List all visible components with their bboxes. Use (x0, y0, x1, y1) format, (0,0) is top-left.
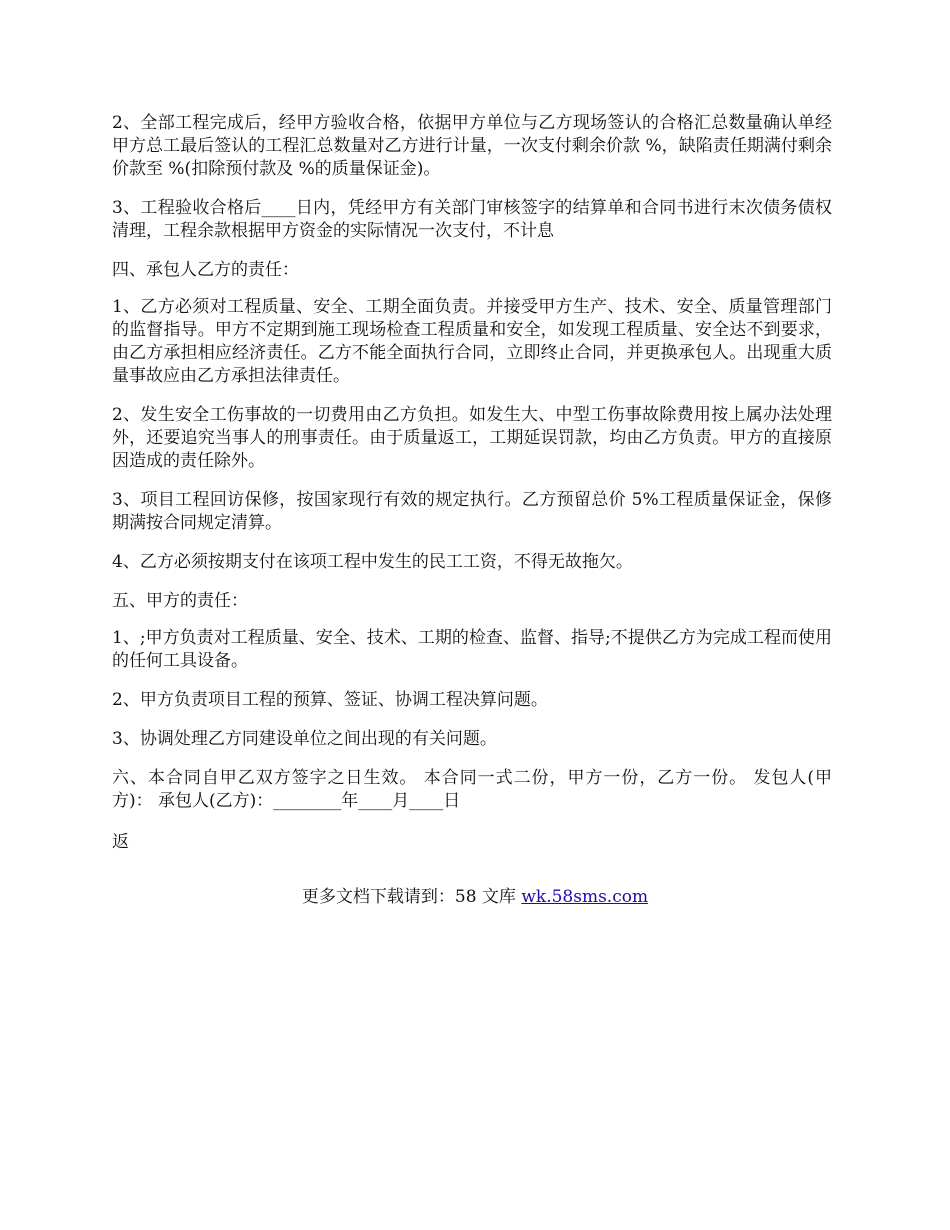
section-heading-contractor-duties: 四、承包人乙方的责任： (112, 260, 299, 280)
paragraph-contractor-duty-1: 1、乙方必须对工程质量、安全、工期全面负责。并接受甲方生产、技术、安全、质量管理部门的监督指导。甲方不定期到施工现场检查工程质量和安全，如发现工程质量、安全达不到要求，由乙方承担相应经济责任。乙方不能全面执行合同，立即终止合同，并更换承包人。出现重大质量事故应由乙方承担法律责任。 (112, 297, 832, 386)
paragraph-return: 返 (112, 832, 129, 852)
paragraph-settlement: 3、工程验收合格后____日内，凭经甲方有关部门审核签字的结算单和合同书进行末次债务债权清理，工程余款根据甲方资金的实际情况一次支付，不计息 (112, 198, 832, 241)
paragraph-contractor-duty-4: 4、乙方必须按期支付在该项工程中发生的民工工资，不得无故拖欠。 (112, 552, 633, 572)
paragraph-effective-signatures: 六、本合同自甲乙双方签字之日生效。 本合同一式二份，甲方一份，乙方一份。 发包人(甲方)： 承包人(乙方)：________年____月____日 (112, 768, 832, 811)
footer-prefix-text: 更多文档下载请到：58 文库 (301, 887, 522, 907)
download-footer (0, 886, 950, 909)
paragraph-owner-duty-2: 2、甲方负责项目工程的预算、签证、协调工程决算问题。 (112, 690, 548, 710)
section-heading-owner-duties: 五、甲方的责任： (112, 591, 248, 611)
paragraph-payment-final: 2、全部工程完成后，经甲方验收合格，依据甲方单位与乙方现场签认的合格汇总数量确认单经甲方总工最后签认的工程汇总数量对乙方进行计量，一次支付剩余价款 %，缺陷责任期满付剩余价款至 %(扣除预付款及 %的质量保证金)。 (112, 113, 832, 179)
paragraph-owner-duty-3: 3、协调处理乙方同建设单位之间出现的有关问题。 (112, 729, 497, 749)
paragraph-contractor-duty-3: 3、项目工程回访保修，按国家现行有效的规定执行。乙方预留总价 5%工程质量保证金，保修期满按合同规定清算。 (112, 490, 832, 533)
footer-site-link[interactable]: wk.58sms.com (521, 887, 649, 907)
paragraph-owner-duty-1: 1、;甲方负责对工程质量、安全、技术、工期的检查、监督、指导;不提供乙方为完成工程而使用的任何工具设备。 (112, 628, 832, 671)
document-body (112, 112, 832, 870)
paragraph-contractor-duty-2: 2、发生安全工伤事故的一切费用由乙方负担。如发生大、中型工伤事故除费用按上属办法处理外，还要追究当事人的刑事责任。由于质量返工，工期延误罚款，均由乙方负责。甲方的直接原因造成的责任除外。 (112, 405, 832, 471)
